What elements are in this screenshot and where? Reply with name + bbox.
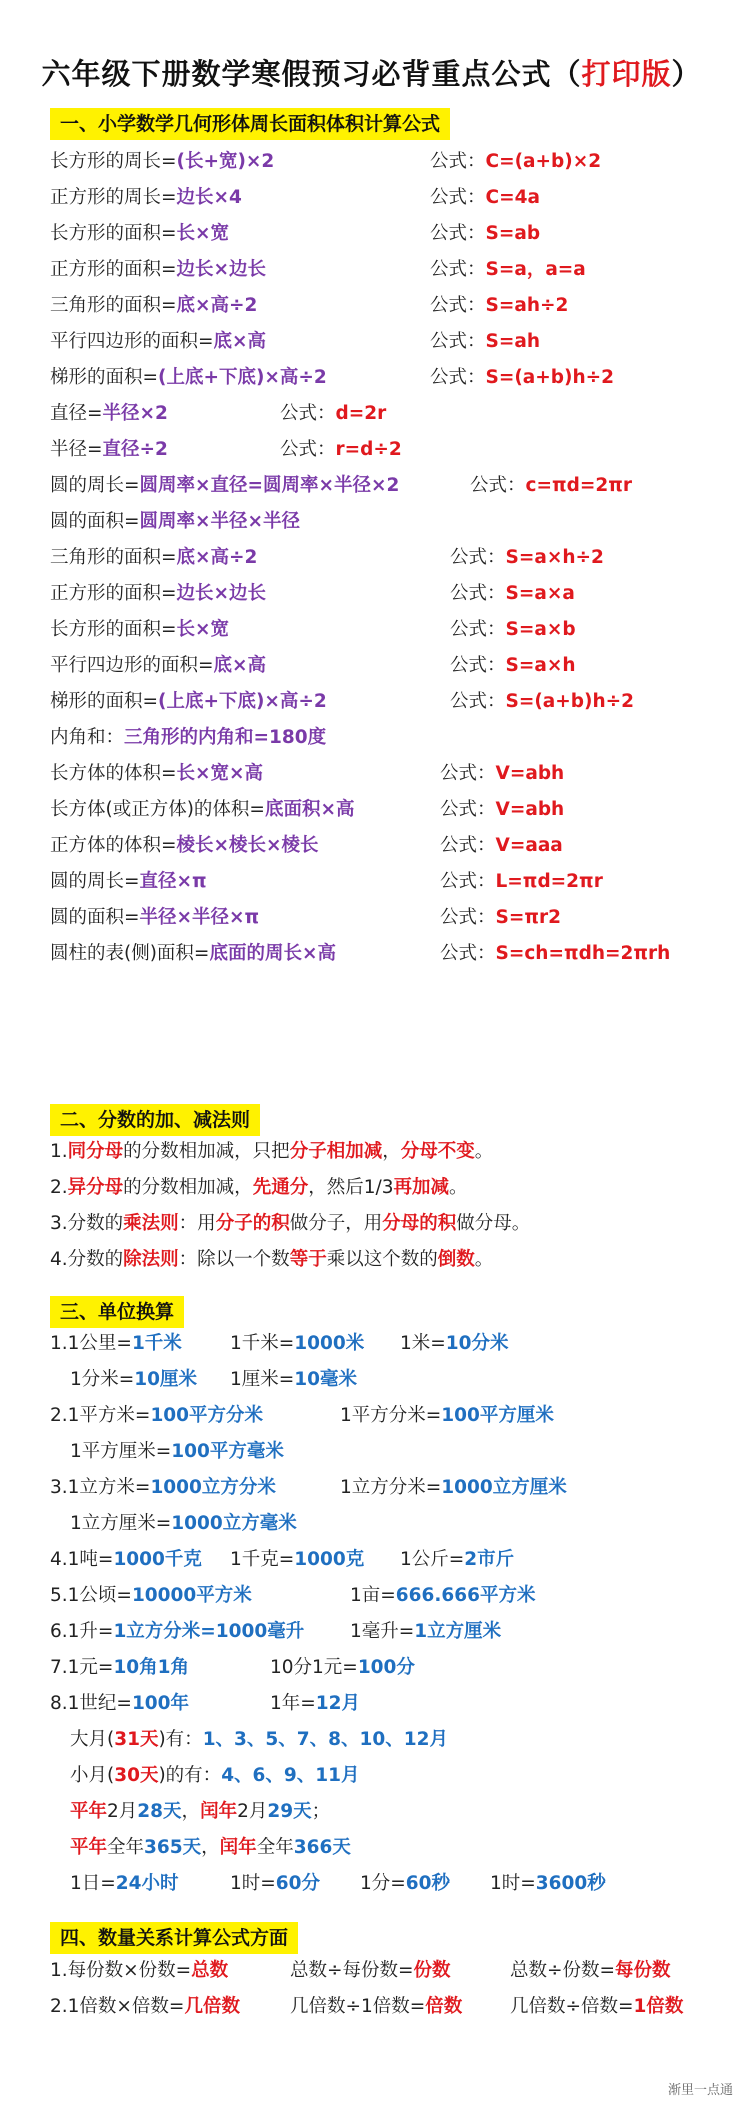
formula-name: 平行四边形的面积= [50,331,214,352]
unit-right: 100分 [357,1657,415,1678]
formula-value: C=(a+b)×2 [485,151,602,172]
rule-keyword: 除法则 [123,1249,179,1270]
unit-left: 7.1元= [50,1657,114,1678]
formula-expression: 半径×半径×π [139,907,260,928]
unit-left: 4.1吨= [50,1549,114,1570]
unit-left: 1公斤= [400,1549,465,1570]
formula-name: 正方形的周长= [50,187,177,208]
formula-value: S=a×h÷2 [505,547,604,568]
formula-name: 长方体的体积= [50,763,177,784]
formula-label: 公式： [430,151,486,172]
formula-name: 圆的周长= [50,871,140,892]
unit-right: 10厘米 [134,1369,198,1390]
leap-year-feb [70,1799,330,1825]
formula-value: V=abh [495,763,565,784]
unit-left: 10分1元= [270,1657,358,1678]
unit-right: 1千米 [131,1333,182,1354]
formula-value: S=a×b [505,619,576,640]
formula-label: 公式： [450,547,506,568]
formula-expression: 底×高÷2 [176,547,258,568]
formula-line [50,185,242,211]
unit-conversion [230,1331,364,1357]
unit-right: 1000米 [294,1333,365,1354]
rule-keyword: 同分母 [67,1141,124,1162]
formula-name: 半径= [50,439,103,460]
unit-conversion [50,1691,189,1717]
rule-text: 做分子，用 [289,1213,383,1234]
formula-symbolic [450,545,604,571]
formula-expression: 底×高 [213,331,267,352]
leap-part: 28天 [137,1801,182,1822]
unit-conversion [340,1475,567,1501]
formula-symbolic [450,581,575,607]
formula-value: S=(a+b)h÷2 [485,367,615,388]
formula-symbolic [450,653,576,679]
rule-text: 的分数相加减， [123,1177,253,1198]
unit-right: 12月 [315,1693,361,1714]
formula-name: 三角形的面积= [50,547,177,568]
formula-line [50,761,263,787]
relation-result: 份数 [413,1960,451,1981]
rule-keyword: 等于 [289,1249,327,1270]
unit-right: 100平方厘米 [441,1405,554,1426]
big-month [70,1727,448,1753]
leap-part: 闰年 [219,1837,257,1858]
formula-label: 公式： [440,799,496,820]
unit-right: 60分 [275,1873,321,1894]
unit-conversion [70,1367,197,1393]
unit-right: 1000千克 [113,1549,202,1570]
quantity-relation [510,1994,683,2020]
rule-keyword: 先通分 [252,1177,309,1198]
rule-keyword: 再加减 [393,1177,449,1198]
rule-text: 1. [50,1141,68,1162]
formula-symbolic [440,761,564,787]
section-heading-geometry: 一、小学数学几何形体周长面积体积计算公式 [50,108,450,140]
unit-left: 1平方厘米= [70,1441,172,1462]
quantity-relation [50,1994,240,2020]
watermark: 渐里一点通 [667,2083,733,2098]
unit-conversion [360,1871,450,1897]
rule-text: ，然后1/3 [308,1177,394,1198]
unit-conversion [70,1439,284,1465]
formula-label: 公式： [440,835,496,856]
formula-name: 正方形的面积= [50,583,177,604]
leap-part: ， [201,1837,220,1858]
fraction-rule [50,1175,468,1201]
unit-right: 2市斤 [464,1549,515,1570]
unit-conversion [50,1655,189,1681]
formula-line [50,221,229,247]
formula-symbolic [280,401,386,427]
leap-part: 365天 [144,1837,202,1858]
formula-line [50,941,336,967]
leap-part: 平年 [70,1801,108,1822]
unit-conversion [400,1547,514,1573]
formula-value: S=a×a [505,583,575,604]
unit-left: 3.1立方米= [50,1477,151,1498]
quantity-relation [50,1958,228,1984]
formula-line [50,653,266,679]
formula-symbolic [440,833,563,859]
formula-label: 公式： [450,583,506,604]
unit-left: 6.1升= [50,1621,114,1642]
formula-expression: 底面积×高 [264,799,355,820]
formula-symbolic [440,941,670,967]
relation-left: 几倍数÷倍数= [510,1996,634,2017]
formula-line [50,725,326,751]
unit-conversion [50,1475,276,1501]
formula-value: S=πr2 [495,907,561,928]
formula-label: 公式： [430,259,486,280]
formula-expression: (长+宽)×2 [176,151,275,172]
unit-conversion [490,1871,606,1897]
formula-label: 公式： [430,295,486,316]
formula-line [50,401,168,427]
formula-label: 公式： [450,619,506,640]
formula-label: 公式： [440,871,496,892]
formula-expression: 半径×2 [102,403,168,424]
formula-line [50,869,207,895]
unit-right: 1000克 [294,1549,365,1570]
formula-value: r=d÷2 [335,439,402,460]
rule-keyword: 分母不变 [400,1141,475,1162]
formula-label: 公式： [440,763,496,784]
formula-expression: 长×宽 [176,223,230,244]
unit-right: 1立方分米=1000毫升 [113,1621,305,1642]
formula-symbolic [450,617,576,643]
formula-label: 公式： [440,943,496,964]
leap-part: ； [311,1801,331,1822]
formula-expression: 底×高 [213,655,267,676]
formula-symbolic [430,149,601,175]
unit-left: 1毫升= [350,1621,415,1642]
formula-line [50,329,266,355]
rule-keyword: 分子的积 [215,1213,290,1234]
section-heading-quantity: 四、数量关系计算公式方面 [50,1922,298,1954]
formula-symbolic [430,365,614,391]
leap-part: 2月 [107,1801,138,1822]
unit-right: 3600秒 [535,1873,606,1894]
unit-right: 10毫米 [294,1369,358,1390]
rule-text: 的分数相加减，只把 [123,1141,290,1162]
formula-symbolic [440,869,603,895]
unit-conversion [230,1547,364,1573]
text: 大月( [70,1729,115,1750]
formula-value: S=ah÷2 [485,295,569,316]
page-title: 六年级下册数学寒假预习必背重点公式（打印版） [41,57,702,91]
formula-name: 直径= [50,403,103,424]
leap-part: 平年 [70,1837,108,1858]
relation-left: 几倍数÷1倍数= [290,1996,426,2017]
unit-conversion [50,1583,252,1609]
formula-name: 平行四边形的面积= [50,655,214,676]
formula-symbolic [440,797,564,823]
formula-label: 公式： [280,439,336,460]
unit-conversion [400,1331,509,1357]
formula-line [50,581,266,607]
formula-line [50,617,229,643]
unit-right: 1000立方厘米 [441,1477,567,1498]
formula-name: 圆柱的表(侧)面积= [50,943,210,964]
unit-left: 1厘米= [230,1369,295,1390]
fraction-rule [50,1211,530,1237]
unit-left: 1千米= [230,1333,295,1354]
rule-text: 。 [474,1141,494,1162]
rule-text: 3.分数的 [50,1213,124,1234]
rule-keyword: 乘法则 [123,1213,179,1234]
formula-line [50,257,266,283]
formula-value: d=2r [335,403,387,424]
formula-expression: 圆周率×直径=圆周率×半径×2 [139,475,400,496]
formula-name: 正方形的面积= [50,259,177,280]
formula-line [50,509,300,535]
months: 4、6、9、11月 [221,1765,360,1786]
formula-line [50,833,319,859]
fraction-rule [50,1247,493,1273]
formula-symbolic [430,257,586,283]
text: )有： [158,1729,203,1750]
formula-label: 公式： [280,403,336,424]
rule-keyword: 分母的积 [382,1213,457,1234]
unit-left: 1年= [270,1693,316,1714]
rule-text: 。 [474,1249,494,1270]
relation-left: 总数÷每份数= [290,1960,414,1981]
leap-part: ， [181,1801,201,1822]
formula-name: 长方形的面积= [50,619,177,640]
unit-left: 1千克= [230,1549,295,1570]
formula-line [50,149,274,175]
formula-name: 长方形的周长= [50,151,177,172]
formula-expression: 圆周率×半径×半径 [139,511,301,532]
unit-conversion [50,1331,182,1357]
unit-left: 1时= [230,1873,276,1894]
formula-name: 梯形的面积= [50,367,159,388]
formula-label: 公式： [440,907,496,928]
formula-value: S=a，a=a [485,259,586,280]
relation-result: 总数 [191,1960,229,1981]
rule-text: ：除以一个数 [178,1249,290,1270]
unit-left: 1时= [490,1873,536,1894]
rule-keyword: 倒数 [437,1249,475,1270]
leap-part: 29天 [267,1801,312,1822]
unit-right: 24小时 [115,1873,179,1894]
formula-expression: 边长×边长 [176,259,267,280]
formula-name: 长方体(或正方体)的体积= [50,799,265,820]
unit-left: 5.1公顷= [50,1585,132,1606]
unit-right: 100平方毫米 [171,1441,284,1462]
unit-left: 1立方分米= [340,1477,442,1498]
unit-conversion [270,1691,360,1717]
formula-expression: 三角形的内角和=180度 [124,727,327,748]
unit-conversion [50,1547,202,1573]
unit-conversion [340,1403,554,1429]
formula-line [50,689,327,715]
formula-line [50,905,259,931]
unit-right: 100平方分米 [150,1405,264,1426]
formula-expression: 底×高÷2 [176,295,258,316]
formula-value: V=aaa [495,835,563,856]
text: )的有： [158,1765,222,1786]
formula-value: S=ab [485,223,541,244]
rule-text: 乘以这个数的 [326,1249,438,1270]
unit-left: 8.1世纪= [50,1693,132,1714]
unit-right: 1000立方分米 [150,1477,276,1498]
formula-symbolic [430,293,568,319]
unit-right: 60秒 [405,1873,451,1894]
unit-right: 10角1角 [113,1657,190,1678]
unit-conversion [350,1583,536,1609]
formula-expression: 长×宽 [176,619,230,640]
small-month [70,1763,360,1789]
formula-expression: 直径×π [139,871,207,892]
formula-value: S=a×h [505,655,576,676]
formula-expression: (上底+下底)×高÷2 [158,691,327,712]
formula-name: 圆的周长= [50,475,140,496]
formula-label: 公式： [470,475,526,496]
formula-value: V=abh [495,799,565,820]
relation-result: 倍数 [425,1996,463,2017]
formula-line [50,797,354,823]
rule-text: 4.分数的 [50,1249,124,1270]
unit-right: 1000立方毫米 [171,1513,297,1534]
formula-expression: (上底+下底)×高÷2 [158,367,327,388]
rule-text: ， [382,1141,401,1162]
formula-symbolic [450,689,634,715]
formula-name: 内角和： [50,727,125,748]
unit-conversion [70,1511,297,1537]
leap-part: 366天 [293,1837,351,1858]
unit-left: 2.1平方米= [50,1405,151,1426]
formula-value: S=ah [485,331,540,352]
leap-year-total [70,1835,351,1861]
leap-part: 全年 [256,1837,294,1858]
formula-expression: 直径÷2 [102,439,168,460]
rule-text: ：用 [178,1213,216,1234]
formula-line [50,437,168,463]
formula-symbolic [430,329,540,355]
unit-left: 1亩= [350,1585,396,1606]
unit-left: 1平方分米= [340,1405,442,1426]
formula-line [50,293,257,319]
formula-expression: 棱长×棱长×棱长 [176,835,319,856]
formula-symbolic [430,185,540,211]
formula-value: C=4a [485,187,540,208]
unit-conversion [50,1619,304,1645]
unit-left: 1分米= [70,1369,135,1390]
relation-result: 几倍数 [184,1996,240,2017]
formula-line [50,365,327,391]
quantity-relation [290,1994,462,2020]
formula-symbolic [430,221,540,247]
unit-conversion [70,1871,179,1897]
formula-label: 公式： [450,655,506,676]
text: 小月( [70,1765,115,1786]
unit-left: 1日= [70,1873,116,1894]
rule-keyword: 分子相加减 [289,1141,383,1162]
unit-left: 1米= [400,1333,446,1354]
rule-text: 做分母。 [456,1213,531,1234]
unit-left: 1分= [360,1873,406,1894]
formula-expression: 底面的周长×高 [209,943,336,964]
formula-value: c=πd=2πr [525,475,632,496]
relation-result: 每份数 [615,1960,671,1981]
formula-symbolic [280,437,402,463]
rule-text: 。 [449,1177,468,1198]
formula-expression: 边长×边长 [176,583,267,604]
formula-value: L=πd=2πr [495,871,603,892]
unit-right: 10分米 [445,1333,509,1354]
unit-conversion [230,1871,320,1897]
formula-label: 公式： [450,691,506,712]
rule-keyword: 异分母 [67,1177,124,1198]
unit-conversion [50,1403,263,1429]
formula-name: 三角形的面积= [50,295,177,316]
formula-name: 长方形的面积= [50,223,177,244]
formula-value: S=ch=πdh=2πrh [495,943,671,964]
days: 31天 [114,1729,159,1750]
formula-name: 正方体的体积= [50,835,177,856]
unit-left: 1立方厘米= [70,1513,172,1534]
leap-part: 闰年 [200,1801,238,1822]
unit-right: 10000平方米 [131,1585,252,1606]
relation-left: 2.1倍数×倍数= [50,1996,185,2017]
formula-label: 公式： [430,331,486,352]
formula-name: 圆的面积= [50,907,140,928]
formula-name: 梯形的面积= [50,691,159,712]
formula-label: 公式： [430,367,486,388]
leap-part: 2月 [237,1801,268,1822]
formula-expression: 边长×4 [176,187,242,208]
section-heading-units: 三、单位换算 [50,1296,184,1328]
unit-right: 1立方厘米 [414,1621,502,1642]
days: 30天 [114,1765,159,1786]
relation-result: 1倍数 [633,1996,684,2017]
relation-left: 总数÷份数= [510,1960,616,1981]
formula-line [50,473,399,499]
formula-value: S=(a+b)h÷2 [505,691,635,712]
formula-label: 公式： [430,187,486,208]
unit-conversion [350,1619,501,1645]
formula-line [50,545,257,571]
formula-symbolic [470,473,632,499]
section-heading-fraction: 二、分数的加、减法则 [50,1104,260,1136]
unit-conversion [270,1655,415,1681]
formula-label: 公式： [430,223,486,244]
leap-part: 全年 [107,1837,145,1858]
quantity-relation [510,1958,671,1984]
unit-right: 666.666平方米 [395,1585,536,1606]
unit-conversion [230,1367,357,1393]
fraction-rule [50,1139,493,1165]
unit-right: 100年 [131,1693,190,1714]
rule-text: 2. [50,1177,68,1198]
months: 1、3、5、7、8、10、12月 [202,1729,449,1750]
relation-left: 1.每份数×份数= [50,1960,192,1981]
formula-symbolic [440,905,561,931]
formula-name: 圆的面积= [50,511,140,532]
quantity-relation [290,1958,451,1984]
unit-left: 1.1公里= [50,1333,132,1354]
formula-expression: 长×宽×高 [176,763,264,784]
